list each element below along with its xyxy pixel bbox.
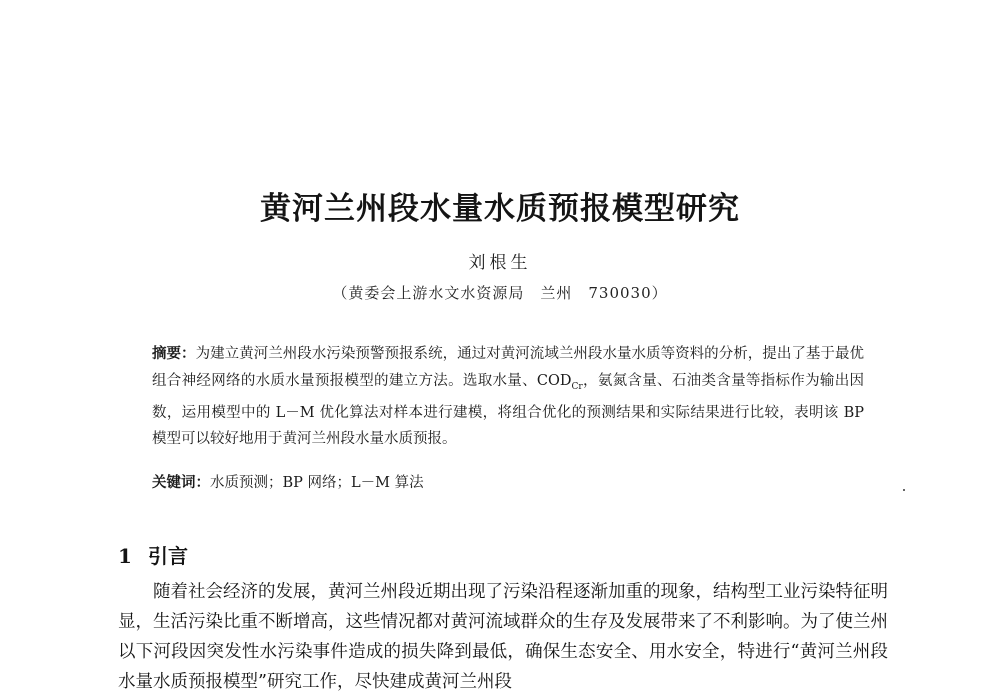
abstract-subscript: Cr xyxy=(571,381,583,392)
scan-speck xyxy=(903,489,905,491)
keywords xyxy=(152,470,864,496)
keywords-label: 关键词： xyxy=(152,474,210,491)
author-affiliation: （黄委会上游水文水资源局 兰州 730030） xyxy=(332,284,668,302)
abstract-text: 为建立黄河兰州段水污染预警预报系统，通过对黄河流域兰州段水量水质等资料的分析，提出了基于最优组合神经网络的水质水量预报模型的建立方法。选取水量、COD xyxy=(152,346,864,389)
keywords-text: 水质预测；BP 网络；L－M 算法 xyxy=(210,475,424,491)
abstract-label: 摘要： xyxy=(152,345,196,362)
paper-title: 黄河兰州段水量水质预报模型研究 xyxy=(260,191,740,227)
author-name: 刘根生 xyxy=(468,253,532,273)
section-title: 引言 xyxy=(148,544,188,568)
section-number: 1 xyxy=(118,544,132,568)
section-heading xyxy=(118,540,188,569)
abstract xyxy=(152,341,864,453)
body-paragraph: 随着社会经济的发展，黄河兰州段近期出现了污染沿程逐渐加重的现象，结构型工业污染特征明显，生活污染比重不断增高，这些情况都对黄河流域群众的生存及发展带来了不利影响。为了使兰州以下河段因突发性水污染事件造成的损失降到最低，确保生态安全、用水安全，特进行“黄河兰州段水量水质预报模型”研究工作，尽快建成黄河兰州段 xyxy=(118,582,888,692)
abstract-text-continued: ，氨氮含量、石油类含量等指标作为输出因数，运用模型中的 L－M 优化算法对样本进行建模，将组合优化的预测结果和实际结果进行比较，表明该 BP 模型可以较好地用于黄河兰州段水量水质预报。 xyxy=(152,372,864,448)
